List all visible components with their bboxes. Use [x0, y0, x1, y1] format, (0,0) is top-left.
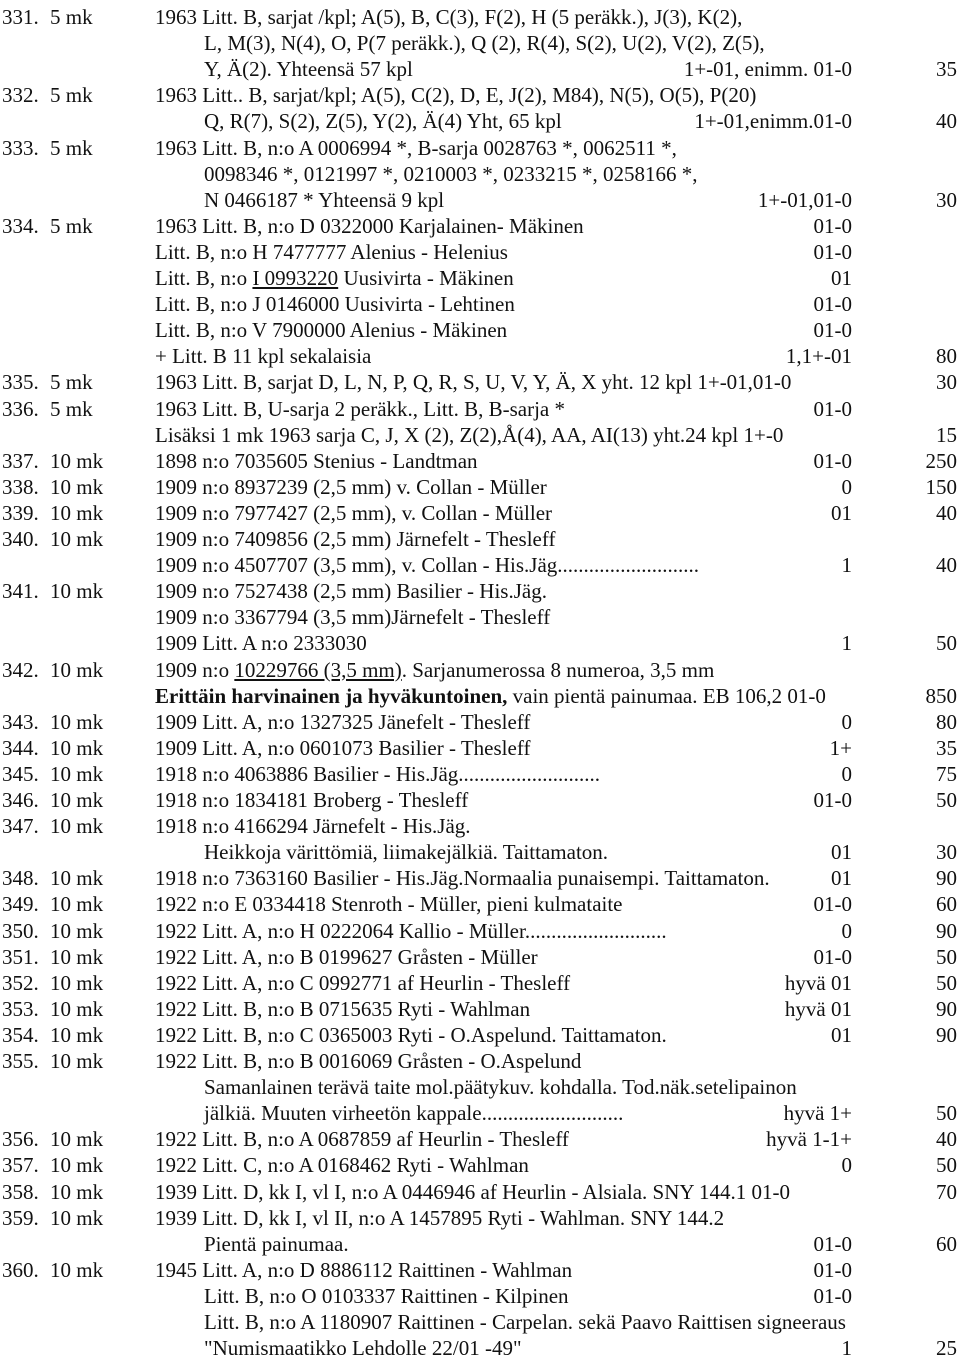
- catalog-line: [0, 1283, 960, 1309]
- lot-description: Heikkoja värittömiä, liimakejälkiä. Taittamaton.: [204, 840, 609, 865]
- catalog-line: [0, 4, 960, 30]
- denomination: 5 mk: [50, 135, 93, 160]
- catalog-line: [0, 761, 960, 787]
- lot-number: 353.: [2, 996, 39, 1021]
- estimate-price: 90: [936, 866, 957, 891]
- underlined-text: I 0993220: [252, 266, 339, 290]
- condition-grade: 1: [841, 553, 852, 578]
- catalog-line: [0, 1152, 960, 1178]
- lot-number: 342.: [2, 657, 39, 682]
- lot-description: 1963 Litt. B, sarjat D, L, N, P, Q, R, S, U, V, Y, Ä, X yht. 12 kpl 1+-01,01-0: [155, 370, 792, 395]
- lot-number: 339.: [2, 500, 39, 525]
- lot-description: Pientä painumaa.: [204, 1231, 349, 1256]
- denomination: 10 mk: [50, 944, 104, 969]
- condition-grade: 01: [831, 840, 852, 865]
- catalog-line: [0, 683, 960, 709]
- catalog-line: [0, 918, 960, 944]
- lot-number: 354.: [2, 1022, 39, 1047]
- catalog-line: [0, 1335, 960, 1361]
- denomination: 10 mk: [50, 448, 104, 473]
- condition-grade: 0: [841, 709, 852, 734]
- denomination: 10 mk: [50, 892, 104, 917]
- lot-number: 340.: [2, 527, 39, 551]
- catalog-line: [0, 448, 960, 474]
- denomination: 10 mk: [50, 1127, 104, 1152]
- lot-description: 1963 Litt. B, sarjat /kpl; A(5), B, C(3), F(2), H (5 peräkk.), J(3), K(2),: [155, 5, 743, 29]
- catalog-line: [0, 343, 960, 369]
- lot-description: Litt. B, n:o O 0103337 Raittinen - Kilpinen: [204, 1283, 569, 1308]
- catalog-line: [0, 1022, 960, 1048]
- lot-description: 1922 Litt. A, n:o C 0992771 af Heurlin - Thesleff: [155, 970, 571, 995]
- denomination: 10 mk: [50, 735, 104, 760]
- catalog-line: [0, 82, 960, 108]
- catalog-line: [0, 396, 960, 422]
- lot-description: 1922 Litt. B, n:o A 0687859 af Heurlin - Thesleff: [155, 1127, 569, 1152]
- condition-grade: 01: [831, 266, 852, 290]
- condition-grade: hyvä 1+: [783, 1101, 852, 1126]
- estimate-price: 30: [936, 187, 957, 212]
- denomination: 10 mk: [50, 866, 104, 891]
- estimate-price: 75: [936, 761, 957, 786]
- denomination: 5 mk: [50, 83, 93, 108]
- catalog-line: [0, 265, 960, 291]
- condition-grade: 1,1+-01: [785, 344, 852, 369]
- catalog-line: [0, 865, 960, 891]
- lot-description: 1909 Litt. A, n:o 1327325 Jänefelt - Thesleff: [155, 709, 531, 734]
- catalog-line: [0, 1257, 960, 1283]
- lot-description: 1909 n:o 10229766 (3,5 mm). Sarjanumerossa 8 numeroa, 3,5 mm: [155, 657, 715, 682]
- lot-number: 350.: [2, 918, 39, 943]
- lot-description: 1922 n:o E 0334418 Stenroth - Müller, pieni kulmataite: [155, 892, 623, 917]
- estimate-price: 150: [925, 474, 957, 499]
- lot-description: Litt. B, n:o J 0146000 Uusivirta - Lehtinen: [155, 292, 515, 317]
- lot-description: 1909 n:o 7977427 (2,5 mm), v. Collan - Müller: [155, 500, 553, 525]
- lot-number: 348.: [2, 866, 39, 891]
- condition-grade: 01-0: [813, 318, 852, 343]
- denomination: 10 mk: [50, 1179, 104, 1204]
- catalog-line: [0, 657, 960, 683]
- catalog-line: [0, 213, 960, 239]
- condition-grade: hyvä 01: [784, 996, 852, 1021]
- estimate-price: 50: [936, 1101, 957, 1126]
- catalog-line: [0, 239, 960, 265]
- estimate-price: 850: [925, 683, 957, 708]
- lot-description: Litt. B, n:o A 1180907 Raittinen - Carpelan. sekä Paavo Raittisen signeeraus: [204, 1310, 846, 1334]
- lot-number: 343.: [2, 709, 39, 734]
- lot-description: Samanlainen terävä taite mol.päätykuv. kohdalla. Tod.näk.setelipainon: [204, 1075, 797, 1100]
- lot-number: 347.: [2, 814, 39, 839]
- condition-grade: 01-0: [813, 448, 852, 473]
- catalog-line: [0, 709, 960, 735]
- denomination: 10 mk: [50, 527, 104, 551]
- estimate-price: 50: [936, 970, 957, 995]
- lot-description: 1922 Litt. A, n:o H 0222064 Kallio - Müller...........................: [155, 918, 667, 943]
- catalog-line: [0, 135, 960, 161]
- denomination: 10 mk: [50, 788, 104, 812]
- lot-description: + Litt. B 11 kpl sekalaisia: [155, 344, 372, 369]
- condition-grade: 01-0: [813, 292, 852, 317]
- denomination: 5 mk: [50, 370, 93, 395]
- catalog-line: [0, 1048, 960, 1074]
- catalog-line: [0, 161, 960, 187]
- condition-grade: 01-0: [813, 1283, 852, 1308]
- estimate-price: 50: [936, 788, 957, 812]
- lot-description: 1918 n:o 1834181 Broberg - Thesleff: [155, 788, 469, 812]
- lot-description: 1909 n:o 7409856 (2,5 mm) Järnefelt - Thesleff: [155, 527, 556, 551]
- denomination: 10 mk: [50, 918, 104, 943]
- catalog-line: [0, 56, 960, 82]
- denomination: 10 mk: [50, 500, 104, 525]
- catalog-line: [0, 474, 960, 500]
- denomination: 10 mk: [50, 474, 104, 499]
- condition-grade: 1+-01, enimm. 01-0: [683, 57, 852, 82]
- lot-description: 1922 Litt. B, n:o B 0715635 Ryti - Wahlman: [155, 996, 531, 1021]
- catalog-line: [0, 1309, 960, 1335]
- lot-description: 1922 Litt. B, n:o B 0016069 Gråsten - O.Aspelund: [155, 1049, 582, 1073]
- denomination: 5 mk: [50, 5, 93, 29]
- denomination: 10 mk: [50, 657, 104, 682]
- estimate-price: 35: [936, 57, 957, 82]
- lot-description: Lisäksi 1 mk 1963 sarja C, J, X (2), Z(2),Å(4), AA, AI(13) yht.24 kpl 1+-0: [155, 422, 784, 447]
- condition-grade: 01-0: [813, 1257, 852, 1282]
- estimate-price: 25: [936, 1336, 957, 1361]
- condition-grade: 01: [831, 1022, 852, 1047]
- estimate-price: 40: [936, 109, 957, 134]
- lot-description: Litt. B, n:o I 0993220 Uusivirta - Mäkinen: [155, 266, 514, 290]
- condition-grade: 0: [841, 918, 852, 943]
- catalog-line: [0, 526, 960, 552]
- catalog-line: [0, 813, 960, 839]
- lot-description: jälkiä. Muuten virheetön kappale...........................: [204, 1101, 624, 1126]
- catalog-line: [0, 369, 960, 395]
- condition-grade: 01-0: [813, 239, 852, 264]
- catalog-line: [0, 970, 960, 996]
- catalog-line: [0, 578, 960, 604]
- denomination: 10 mk: [50, 1049, 104, 1073]
- condition-grade: 1+-01,01-0: [757, 187, 852, 212]
- estimate-price: 90: [936, 918, 957, 943]
- catalog-line: [0, 108, 960, 134]
- condition-grade: hyvä 01: [784, 970, 852, 995]
- bold-text: Erittäin harvinainen ja hyväkuntoinen,: [155, 683, 508, 708]
- catalog-line: [0, 839, 960, 865]
- lot-description: 1939 Litt. D, kk I, vl II, n:o A 1457895 Ryti - Wahlman. SNY 144.2: [155, 1205, 725, 1230]
- lot-number: 335.: [2, 370, 39, 395]
- catalog-line: [0, 1074, 960, 1100]
- estimate-price: 250: [925, 448, 957, 473]
- lot-number: 332.: [2, 83, 39, 108]
- condition-grade: 01-0: [813, 944, 852, 969]
- lot-description: 1945 Litt. A, n:o D 8886112 Raittinen - Wahlman: [155, 1257, 573, 1282]
- condition-grade: 01: [831, 500, 852, 525]
- lot-number: 351.: [2, 944, 39, 969]
- condition-grade: 01-0: [813, 396, 852, 421]
- lot-number: 341.: [2, 579, 39, 604]
- lot-number: 355.: [2, 1049, 39, 1073]
- lot-description: 1963 Litt.. B, sarjat/kpl; A(5), C(2), D, E, J(2), M84), N(5), O(5), P(20): [155, 83, 757, 108]
- estimate-price: 50: [936, 631, 957, 656]
- condition-grade: 01-0: [813, 213, 852, 238]
- lot-description: 1922 Litt. A, n:o B 0199627 Gråsten - Müller: [155, 944, 538, 969]
- estimate-price: 90: [936, 996, 957, 1021]
- lot-number: 352.: [2, 970, 39, 995]
- lot-number: 344.: [2, 735, 39, 760]
- denomination: 5 mk: [50, 213, 93, 238]
- lot-number: 359.: [2, 1205, 39, 1230]
- denomination: 10 mk: [50, 1257, 104, 1282]
- denomination: 10 mk: [50, 970, 104, 995]
- catalog-line: [0, 291, 960, 317]
- condition-grade: 01-0: [813, 892, 852, 917]
- lot-description: 1939 Litt. D, kk I, vl I, n:o A 0446946 af Heurlin - Alsiala. SNY 144.1 01-0: [155, 1179, 791, 1204]
- catalog-line: [0, 317, 960, 343]
- catalog-line: [0, 1205, 960, 1231]
- lot-number: 333.: [2, 135, 39, 160]
- lot-description: Y, Ä(2). Yhteensä 57 kpl: [204, 57, 413, 82]
- estimate-price: 30: [936, 370, 957, 395]
- lot-description: Litt. B, n:o V 7900000 Alenius - Mäkinen: [155, 318, 508, 343]
- denomination: 10 mk: [50, 1022, 104, 1047]
- estimate-price: 80: [936, 344, 957, 369]
- lot-number: 356.: [2, 1127, 39, 1152]
- condition-grade: 0: [841, 1153, 852, 1178]
- catalog-line: [0, 1231, 960, 1257]
- denomination: 5 mk: [50, 396, 93, 421]
- estimate-price: 90: [936, 1022, 957, 1047]
- condition-grade: 1: [841, 1336, 852, 1361]
- estimate-price: 60: [936, 1231, 957, 1256]
- lot-description: "Numismaatikko Lehdolle 22/01 -49": [204, 1336, 522, 1361]
- lot-description: 0098346 *, 0121997 *, 0210003 *, 0233215 *, 0258166 *,: [204, 161, 698, 186]
- lot-number: 334.: [2, 213, 39, 238]
- lot-number: 337.: [2, 448, 39, 473]
- lot-description: N 0466187 * Yhteensä 9 kpl: [204, 187, 445, 212]
- condition-grade: 01-0: [813, 1231, 852, 1256]
- catalog-line: [0, 996, 960, 1022]
- catalog-line: [0, 735, 960, 761]
- estimate-price: 50: [936, 944, 957, 969]
- lot-number: 357.: [2, 1153, 39, 1178]
- denomination: 10 mk: [50, 996, 104, 1021]
- lot-number: 349.: [2, 892, 39, 917]
- denomination: 10 mk: [50, 1205, 104, 1230]
- lot-description: 1909 n:o 4507707 (3,5 mm), v. Collan - His.Jäg...........................: [155, 553, 700, 578]
- lot-description: 1918 n:o 4166294 Järnefelt - His.Jäg.: [155, 814, 471, 839]
- lot-number: 346.: [2, 788, 39, 812]
- catalog-line: [0, 1126, 960, 1152]
- condition-grade: 01: [831, 866, 852, 891]
- catalog-line: [0, 500, 960, 526]
- denomination: 10 mk: [50, 709, 104, 734]
- estimate-price: 30: [936, 840, 957, 865]
- lot-description: 1918 n:o 7363160 Basilier - His.Jäg.Normaalia punaisempi. Taittamaton.: [155, 866, 770, 891]
- condition-grade: 0: [841, 761, 852, 786]
- condition-grade: 01-0: [813, 788, 852, 812]
- lot-description: 1963 Litt. B, n:o A 0006994 *, B-sarja 0028763 *, 0062511 *,: [155, 135, 677, 160]
- estimate-price: 50: [936, 1153, 957, 1178]
- lot-description: 1918 n:o 4063886 Basilier - His.Jäg...........................: [155, 761, 601, 786]
- catalog-line: [0, 891, 960, 917]
- estimate-price: 70: [936, 1179, 957, 1204]
- catalog-line: [0, 787, 960, 813]
- catalog-line: [0, 944, 960, 970]
- catalog-line: [0, 1179, 960, 1205]
- condition-grade: hyvä 1-1+: [766, 1127, 852, 1152]
- estimate-price: 15: [936, 422, 957, 447]
- underlined-text: 10229766 (3,5 mm): [234, 657, 402, 682]
- denomination: 10 mk: [50, 814, 104, 839]
- lot-number: 360.: [2, 1257, 39, 1282]
- lot-number: 336.: [2, 396, 39, 421]
- denomination: 10 mk: [50, 761, 104, 786]
- estimate-price: 40: [936, 553, 957, 578]
- lot-number: 338.: [2, 474, 39, 499]
- condition-grade: 1+: [829, 735, 852, 760]
- lot-description: 1963 Litt. B, n:o D 0322000 Karjalainen- Mäkinen: [155, 213, 584, 238]
- catalog-line: [0, 187, 960, 213]
- lot-description: Litt. B, n:o H 7477777 Alenius - Helenius: [155, 239, 508, 264]
- lot-description: 1922 Litt. B, n:o C 0365003 Ryti - O.Aspelund. Taittamaton.: [155, 1022, 667, 1047]
- catalog-line: [0, 552, 960, 578]
- catalog-line: [0, 630, 960, 656]
- lot-description: 1898 n:o 7035605 Stenius - Landtman: [155, 448, 478, 473]
- estimate-price: 60: [936, 892, 957, 917]
- denomination: 10 mk: [50, 579, 104, 604]
- catalog-line: [0, 1100, 960, 1126]
- lot-description: 1922 Litt. C, n:o A 0168462 Ryti - Wahlman: [155, 1153, 529, 1178]
- estimate-price: 40: [936, 500, 957, 525]
- estimate-price: 40: [936, 1127, 957, 1152]
- lot-description: Erittäin harvinainen ja hyväkuntoinen, vain pientä painumaa. EB 106,2 01-0: [155, 683, 826, 708]
- lot-number: 345.: [2, 761, 39, 786]
- lot-description: 1909 n:o 8937239 (2,5 mm) v. Collan - Müller: [155, 474, 547, 499]
- denomination: 10 mk: [50, 1153, 104, 1178]
- lot-description: 1909 n:o 7527438 (2,5 mm) Basilier - His.Jäg.: [155, 579, 547, 604]
- lot-description: 1963 Litt. B, U-sarja 2 peräkk., Litt. B, B-sarja *: [155, 396, 566, 421]
- catalog-line: [0, 422, 960, 448]
- lot-description: Q, R(7), S(2), Z(5), Y(2), Ä(4) Yht, 65 kpl: [204, 109, 562, 134]
- lot-description: L, M(3), N(4), O, P(7 peräkk.), Q (2), R(4), S(2), U(2), V(2), Z(5),: [204, 31, 765, 56]
- lot-description: 1909 Litt. A, n:o 0601073 Basilier - Thesleff: [155, 735, 531, 760]
- condition-grade: 1: [841, 631, 852, 656]
- lot-number: 331.: [2, 5, 39, 29]
- catalog-line: [0, 30, 960, 56]
- condition-grade: 0: [841, 474, 852, 499]
- estimate-price: 35: [936, 735, 957, 760]
- lot-description: 1909 Litt. A n:o 2333030: [155, 631, 367, 656]
- lot-number: 358.: [2, 1179, 39, 1204]
- condition-grade: 1+-01,enimm.01-0: [694, 109, 852, 134]
- estimate-price: 80: [936, 709, 957, 734]
- lot-description: 1909 n:o 3367794 (3,5 mm)Järnefelt - Thesleff: [155, 605, 551, 630]
- catalog-line: [0, 604, 960, 630]
